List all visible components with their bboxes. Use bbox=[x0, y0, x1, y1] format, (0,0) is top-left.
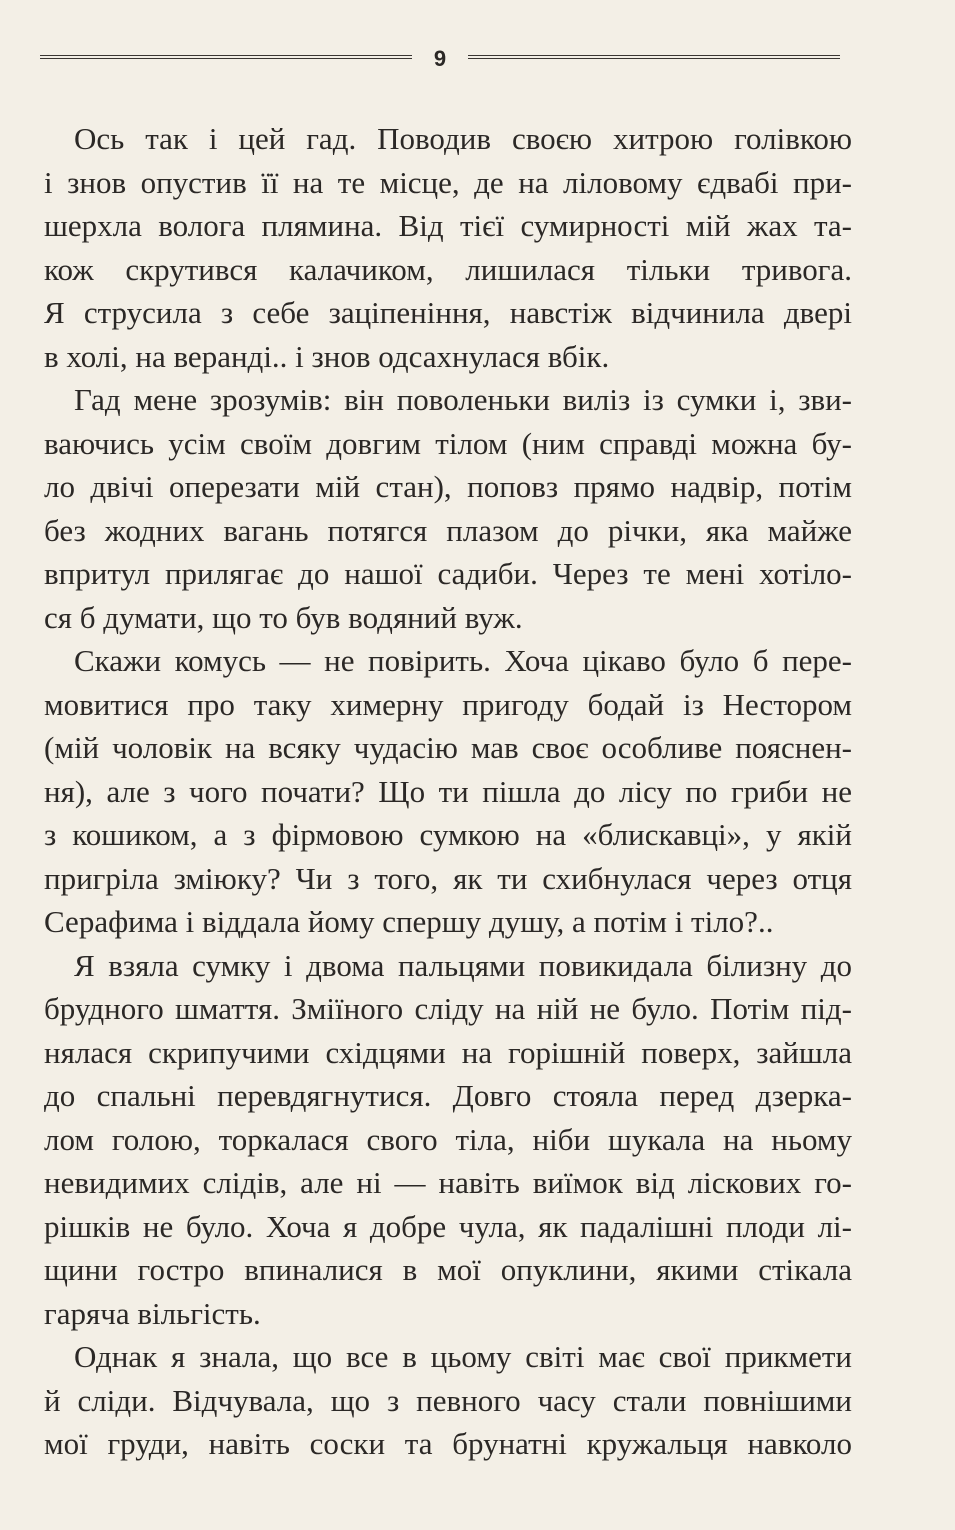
text-line: ня), але з чого почати? Що ти пішла до лісу по гриби не bbox=[44, 773, 852, 809]
text-line: мої груди, навіть соски та брунатні кружальця навколо bbox=[44, 1426, 852, 1461]
text-line: і знов опустив її на те місце, де на ліловому єдвабі при- bbox=[44, 164, 852, 200]
text-line: з кошиком, а з фірмовою сумкою на «блискавці», у якій bbox=[44, 817, 852, 852]
page-number: 9 bbox=[433, 46, 447, 71]
page-header bbox=[40, 44, 840, 78]
paragraph bbox=[44, 117, 852, 378]
text-line: Скажи комусь — не повірить. Хоча цікаво було б пере- bbox=[74, 643, 852, 678]
text-line: й сліди. Відчувала, що з певного часу стали повнішими bbox=[44, 1382, 852, 1418]
text-line: пригріла зміюку? Чи з того, як ти схибнулася через отця bbox=[44, 860, 852, 896]
text-line: впритул прилягає до нашої садиби. Через те мені хотіло- bbox=[44, 556, 852, 591]
header-rule-right bbox=[468, 55, 840, 65]
text-line: кож скрутився калачиком, лишилася тільки тривога. bbox=[44, 251, 852, 287]
text-line: брудного шмаття. Зміїного сліду на ній не було. Потім під- bbox=[44, 991, 852, 1026]
text-line: Серафима і віддала йому спершу душу, а потім і тіло?.. bbox=[44, 904, 774, 939]
paragraph bbox=[44, 1335, 852, 1466]
paragraph bbox=[44, 944, 852, 1336]
text-line: в холі, на веранді.. і знов одсахнулася вбік. bbox=[44, 338, 610, 374]
paragraph bbox=[44, 378, 852, 639]
paragraph bbox=[44, 639, 852, 944]
text-line: (мій чоловік на всяку чудасію мав своє особливе пояснен- bbox=[44, 730, 852, 765]
text-line: Я взяла сумку і двома пальцями повикидала білизну до bbox=[74, 947, 852, 983]
text-line: Однак я знала, що все в цьому світі має свої прикмети bbox=[74, 1339, 852, 1374]
text-line: ваючись усім своїм довгим тілом (ним справді можна бу- bbox=[44, 425, 852, 461]
text-line: гаряча вільгість. bbox=[44, 1295, 261, 1331]
text-line: щини гостро впиналися в мої опуклини, якими стікала bbox=[44, 1252, 852, 1287]
text-line: Я струсила з себе заціпеніння, навстіж відчинила двері bbox=[44, 295, 852, 330]
text-line: шерхла волога плямина. Від тієї сумирності мій жах та- bbox=[44, 208, 852, 243]
text-line: без жодних вагань потягся плазом до річки, яка майже bbox=[44, 512, 852, 548]
text-line: ло двічі оперезати мій стан), поповз прямо надвір, потім bbox=[44, 469, 852, 504]
text-line: рішків не було. Хоча я добре чула, як падалішні плоди лі- bbox=[44, 1208, 852, 1244]
header-rule-left bbox=[40, 55, 412, 65]
text-line: Ось так і цей гад. Поводив своєю хитрою голівкою bbox=[74, 121, 852, 156]
text-line: Гад мене зрозумів: він поволеньки виліз із сумки і, зви- bbox=[74, 382, 852, 417]
text-line: мовитися про таку химерну пригоду бодай із Нестором bbox=[44, 686, 852, 722]
page-body bbox=[44, 117, 852, 1466]
text-line: невидимих слідів, але ні — навіть виїмок від ліскових го- bbox=[44, 1165, 852, 1200]
text-line: ся б думати, що то був водяний вуж. bbox=[44, 599, 523, 635]
text-line: до спальні перевдягнутися. Довго стояла перед дзерка- bbox=[44, 1078, 852, 1113]
text-line: лом голою, торкалася свого тіла, ніби шукала на ньому bbox=[44, 1121, 852, 1157]
text-line: нялася скрипучими східцями на горішній поверх, зайшла bbox=[44, 1034, 852, 1070]
